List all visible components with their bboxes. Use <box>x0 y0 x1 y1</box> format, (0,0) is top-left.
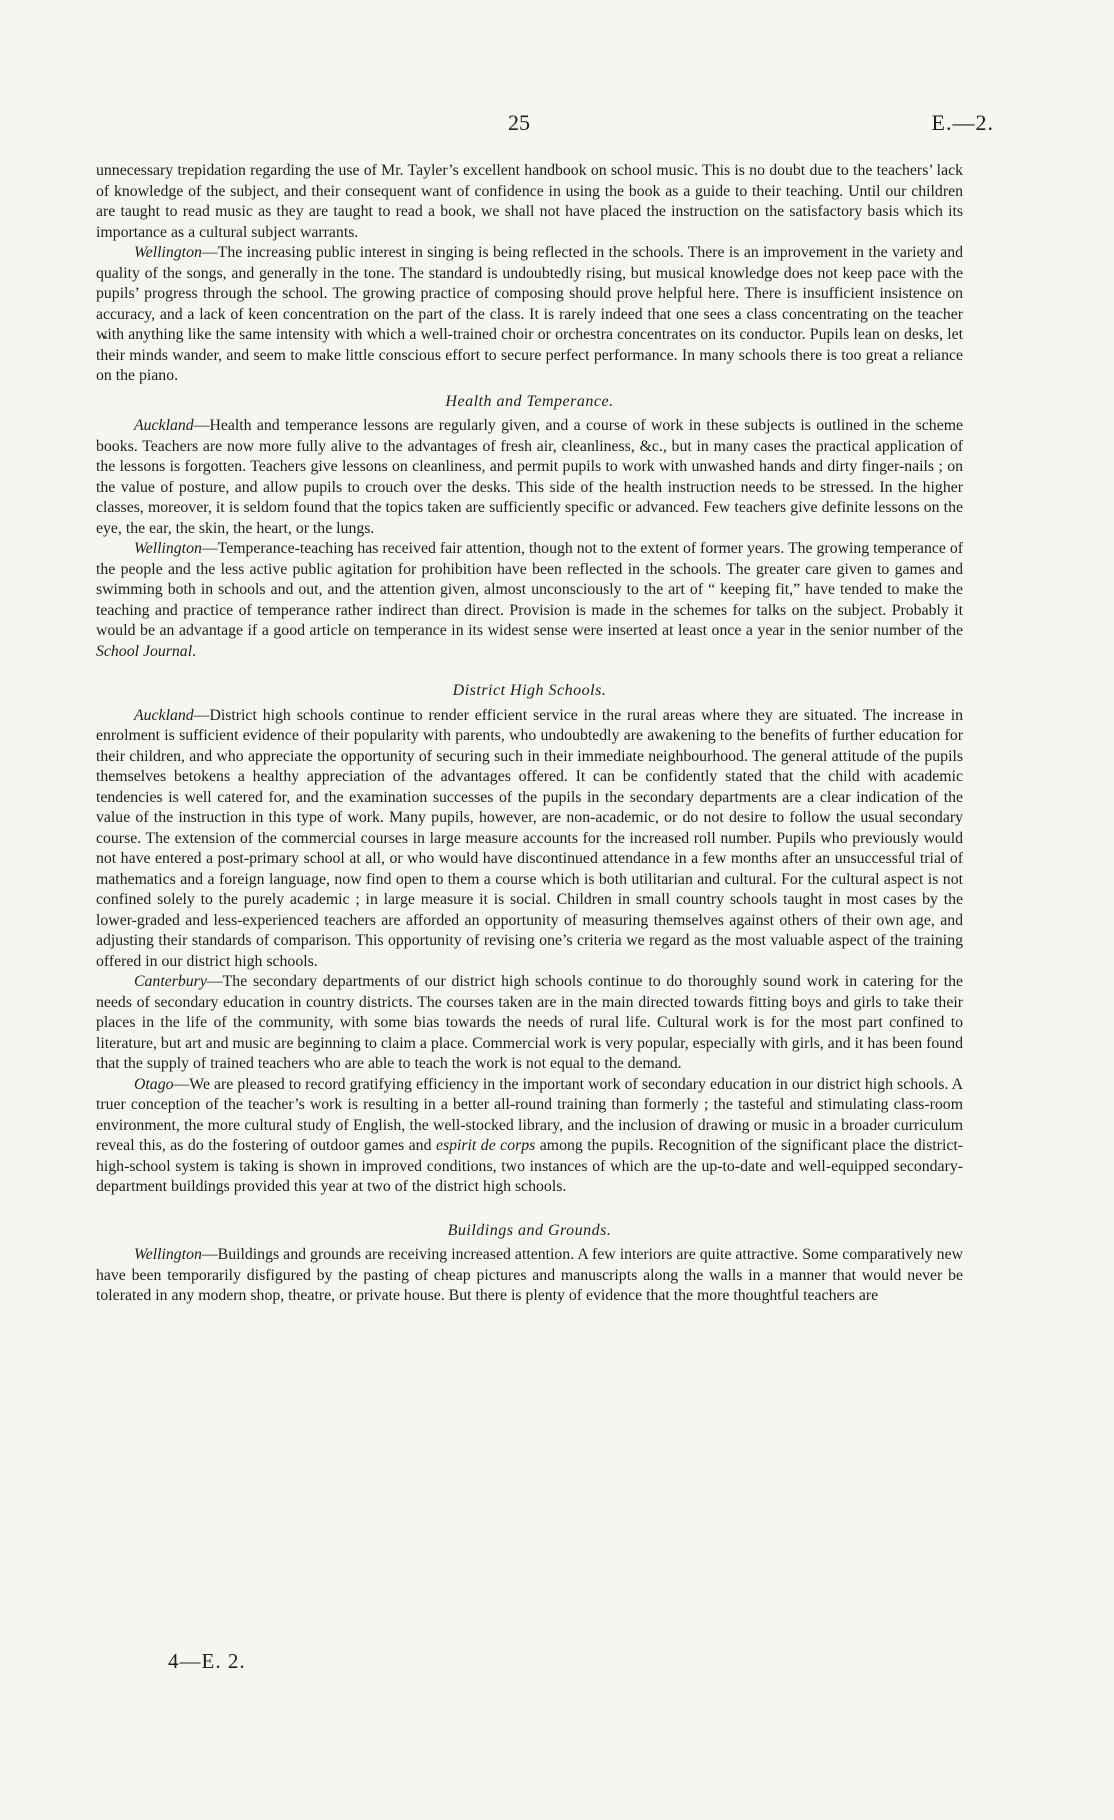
section-heading-health: Health and Temperance. <box>445 392 614 410</box>
page-header <box>0 110 1114 144</box>
report-reference: E.—2. <box>931 110 994 135</box>
body-text <box>96 161 963 1307</box>
paragraph-district-otago: Otago—We are pleased to record gratifying efficiency in the important work of secondary education in our district high schools. A truer conception of the teacher’s work is resulting in a better all-round training than formerly ; the tasteful and stimulating class-room environment, the more cultural study of English, the well-stocked library, and the inclusion of drawing or music in a broader curriculum reveal this, as do the fostering of outdoor games and espirit de corps among the pupils. Recognition of the significant place the district-high-school system is taking is shown in improved conditions, two instances of which are the up-to-date and well-equipped secondary-department buildings provided this year at two of the district high schools. <box>96 1075 963 1195</box>
paragraph-music-wellington: Wellington—The increasing public interest in singing is being reflected in the schools. There is an improvement in the variety and quality of the songs, and generally in the tone. The standard is undoubtedly rising, but musical knowledge does not keep pace with the pupils’ progress through the school. The growing practice of composing should prove helpful here. There is insufficient insistence on accuracy, and a lack of keen concentration on the part of the class. It is rarely indeed that one sees a class concentrating on the teacher with anything like the same intensity with which a well-trained choir or orchestra concentrates on its conductor. Pupils lean on desks, let their minds wander, and seem to make little conscious effort to secure perfect performance. In many schools there is too great a reliance on the piano. <box>96 244 963 384</box>
paragraph-music-intro: unnecessary trepidation regarding the use of Mr. Tayler’s excellent handbook on school music. This is no doubt due to the teachers’ lack of knowledge of the subject, and their consequent want of confidence in using the book as a guide to their teaching. Until our children are taught to read music as they are taught to read a book, we shall not have placed the instruction on the satisfactory basis which its importance as a cultural subject warrants. <box>96 162 963 241</box>
paragraph-buildings-wellington: Wellington—Buildings and grounds are receiving increased attention. A few interiors are quite attractive. Some comparatively new have been temporarily disfigured by the pasting of cheap pictures and manuscripts along the walls in a manner that would never be tolerated in any modern shop, theatre, or private house. But there is plenty of evidence that the more thoughtful teachers are <box>96 1246 963 1304</box>
paragraph-health-auckland: Auckland—Health and temperance lessons are regularly given, and a course of work in these subjects is outlined in the scheme books. Teachers are now more fully alive to the advantages of fresh air, cleanliness, &c., but in many cases the practical application of the lessons is forgotten. Teachers give lessons on cleanliness, and permit pupils to work with unwashed hands and dirty finger-nails ; on the value of posture, and allow pupils to crouch over the desks. This side of the health instruction needs to be stressed. In the higher classes, moreover, it is seldom found that the topics taken are sufficiently specific or advanced. Few teachers give definite lessons on the eye, the ear, the skin, the heart, or the lungs. <box>96 417 963 537</box>
section-heading-buildings: Buildings and Grounds. <box>447 1221 612 1239</box>
page-number: 25 <box>508 110 530 135</box>
section-heading-district: District High Schools. <box>452 682 607 699</box>
paragraph-district-auckland: Auckland—District high schools continue to render efficient service in the rural areas where they are situated. The increase in enrolment is sufficient evidence of their popularity with parents, who undoubtedly are awakening to the benefits of further education for their children, and who appreciate the opportunity of securing such in their immediate neighbourhood. The general attitude of the pupils themselves betokens a healthy appreciation of the advantages offered. It can be confidently stated that the child with academic tendencies is well catered for, and the examination successes of the pupils in the secondary departments are a clear indication of the value of the instruction in this type of work. Many pupils, however, are non-academic, or do not desire to follow the usual secondary course. The extension of the commercial courses in large measure accounts for the increased roll number. Pupils who previously would not have entered a post-primary school at all, or who would have discontinued attendance in a few months after an unsuccessful trial of mathematics and a foreign language, now find open to them a course which is both utilitarian and cultural. For the cultural aspect is not confined solely to the purely academic ; in large measure it is social. Children in small country schools taught in most cases by the lower-graded and less-experienced teachers are afforded an opportunity of measuring themselves against others of their own age, and adjusting their standards of comparison. This opportunity of revising one’s criteria we regard as the most valuable aspect of the training offered in our district high schools. <box>96 706 963 970</box>
paragraph-district-canterbury: Canterbury—The secondary departments of our district high schools continue to do thoroughly sound work in catering for the needs of secondary education in country districts. The courses taken are in the main directed towards fitting boys and girls to take their places in the life of the community, with some bias towards the needs of rural life. Cultural work is for the most part confined to literature, but art and music are beginning to claim a place. Commercial work is very popular, especially with girls, and it has been found that the supply of trained teachers who are able to teach the work is not equal to the demand. <box>96 973 963 1072</box>
page-footer-signature: 4—E. 2. <box>168 1649 246 1673</box>
paragraph-health-wellington: Wellington—Temperance-teaching has received fair attention, though not to the extent of former years. The growing temperance of the people and the less active public agitation for prohibition have been reflected in the schools. The greater care given to games and swimming both in schools and out, and the attention given, almost unconsciously to the art of “ keeping fit,” have tended to make the teaching and practice of temperance rather indirect than direct. Provision is made in the schemes for talks on the subject. Probably it would be an advantage if a good article on temperance in its widest sense were inserted at least once a year in the senior number of the School Journal. <box>96 540 963 660</box>
